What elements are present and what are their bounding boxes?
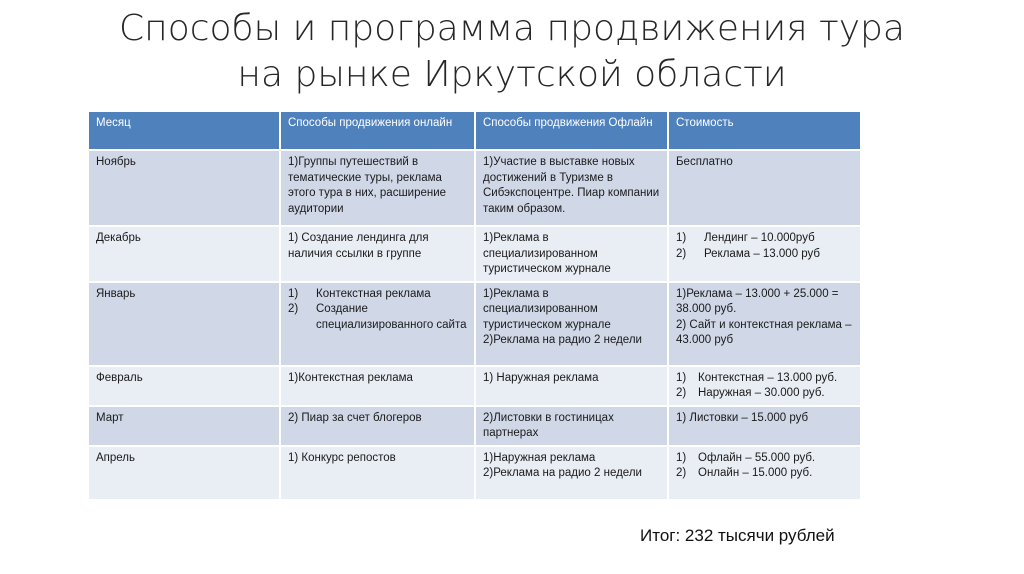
cell-month: Ноябрь xyxy=(88,150,280,226)
cost-line-2: 2) Сайт и контекстная реклама – 43.000 руб xyxy=(676,318,852,346)
cell-month: Февраль xyxy=(88,366,280,406)
table-row xyxy=(88,446,861,500)
cell-online: 1)Контекстная реклама xyxy=(280,366,475,406)
cell-offline: 1) Наружная реклама xyxy=(475,366,668,406)
list-number: 2) xyxy=(676,247,687,260)
list-number: 2) xyxy=(676,387,687,399)
list-item xyxy=(676,231,853,247)
cell-cost xyxy=(668,226,861,282)
cell-month: Март xyxy=(88,406,280,446)
cell-month: Январь xyxy=(88,282,280,366)
list-item xyxy=(676,386,853,402)
list-text: Реклама – 13.000 руб xyxy=(704,247,821,260)
list-number: 1) xyxy=(676,371,687,384)
cell-month: Апрель xyxy=(88,446,280,500)
list-text: Создание специализированного сайта xyxy=(316,303,467,331)
cost-list xyxy=(676,371,853,402)
list-item xyxy=(676,371,853,387)
header-offline: Способы продвижения Офлайн xyxy=(475,111,668,150)
list-number: 1) xyxy=(676,451,687,464)
list-text: Наружная – 30.000 руб. xyxy=(698,387,825,399)
cell-cost xyxy=(668,446,861,500)
cell-online xyxy=(280,282,475,366)
list-item xyxy=(288,287,467,303)
cost-list xyxy=(676,451,853,482)
offline-line-1: 1)Реклама в специализированном туристическом журнале xyxy=(483,287,611,331)
cell-online: 2) Пиар за счет блогеров xyxy=(280,406,475,446)
cost-list xyxy=(676,231,853,262)
list-text: Офлайн – 55.000 руб. xyxy=(698,451,816,464)
cell-offline xyxy=(475,446,668,500)
list-number: 2) xyxy=(676,467,687,479)
offline-line-2: 2)Реклама на радио 2 недели xyxy=(483,334,642,346)
header-online: Способы продвижения онлайн xyxy=(280,111,475,150)
cell-cost xyxy=(668,282,861,366)
list-number: 2) xyxy=(288,303,299,315)
table-row xyxy=(88,226,861,282)
total-summary: Итог: 232 тысячи рублей xyxy=(640,526,835,545)
cell-online: 1) Конкурс репостов xyxy=(280,446,475,500)
list-item xyxy=(676,466,853,482)
list-text: Контекстная реклама xyxy=(316,287,431,300)
offline-line-1: 1)Наружная реклама xyxy=(483,451,596,464)
list-number: 1) xyxy=(288,287,299,300)
cell-cost: Бесплатно xyxy=(668,150,861,226)
slide-title-line-1: Способы и программа продвижения тура xyxy=(119,8,905,49)
cost-line-1: 1)Реклама – 13.000 + 25.000 = 38.000 руб. xyxy=(676,287,839,315)
list-item xyxy=(676,451,853,467)
cell-month: Декабрь xyxy=(88,226,280,282)
slide-title-line-2: на рынке Иркутской области xyxy=(237,54,787,95)
table-row xyxy=(88,150,861,226)
list-item xyxy=(288,302,467,333)
cell-cost: 1) Листовки – 15.000 руб xyxy=(668,406,861,446)
online-list xyxy=(288,287,467,334)
cell-online: 1) Создание лендинга для наличия ссылки в группе xyxy=(280,226,475,282)
table-row xyxy=(88,282,861,366)
cell-offline: 1)Участие в выставке новых достижений в Туризме в Сибэкспоцентре. Пиар компании таким образом. xyxy=(475,150,668,226)
list-item xyxy=(676,247,853,263)
list-number: 1) xyxy=(676,232,687,244)
table-header-row xyxy=(88,111,861,150)
cell-offline xyxy=(475,282,668,366)
cell-offline: 2)Листовки в гостиницах партнерах xyxy=(475,406,668,446)
list-text: Онлайн – 15.000 руб. xyxy=(698,467,813,479)
cell-online: 1)Группы путешествий в тематические туры, реклама этого тура в них, расширение аудитории xyxy=(280,150,475,226)
table-row xyxy=(88,366,861,406)
table-row xyxy=(88,406,861,446)
offline-line-2: 2)Реклама на радио 2 недели xyxy=(483,467,642,479)
promotion-plan-table xyxy=(87,110,862,501)
list-text: Лендинг – 10.000руб xyxy=(704,232,815,244)
list-text: Контекстная – 13.000 руб. xyxy=(698,371,838,384)
cell-offline: 1)Реклама в специализированном туристическом журнале xyxy=(475,226,668,282)
slide-title xyxy=(0,6,1024,98)
header-cost: Стоимость xyxy=(668,111,861,150)
header-month: Месяц xyxy=(88,111,280,150)
cell-cost xyxy=(668,366,861,406)
